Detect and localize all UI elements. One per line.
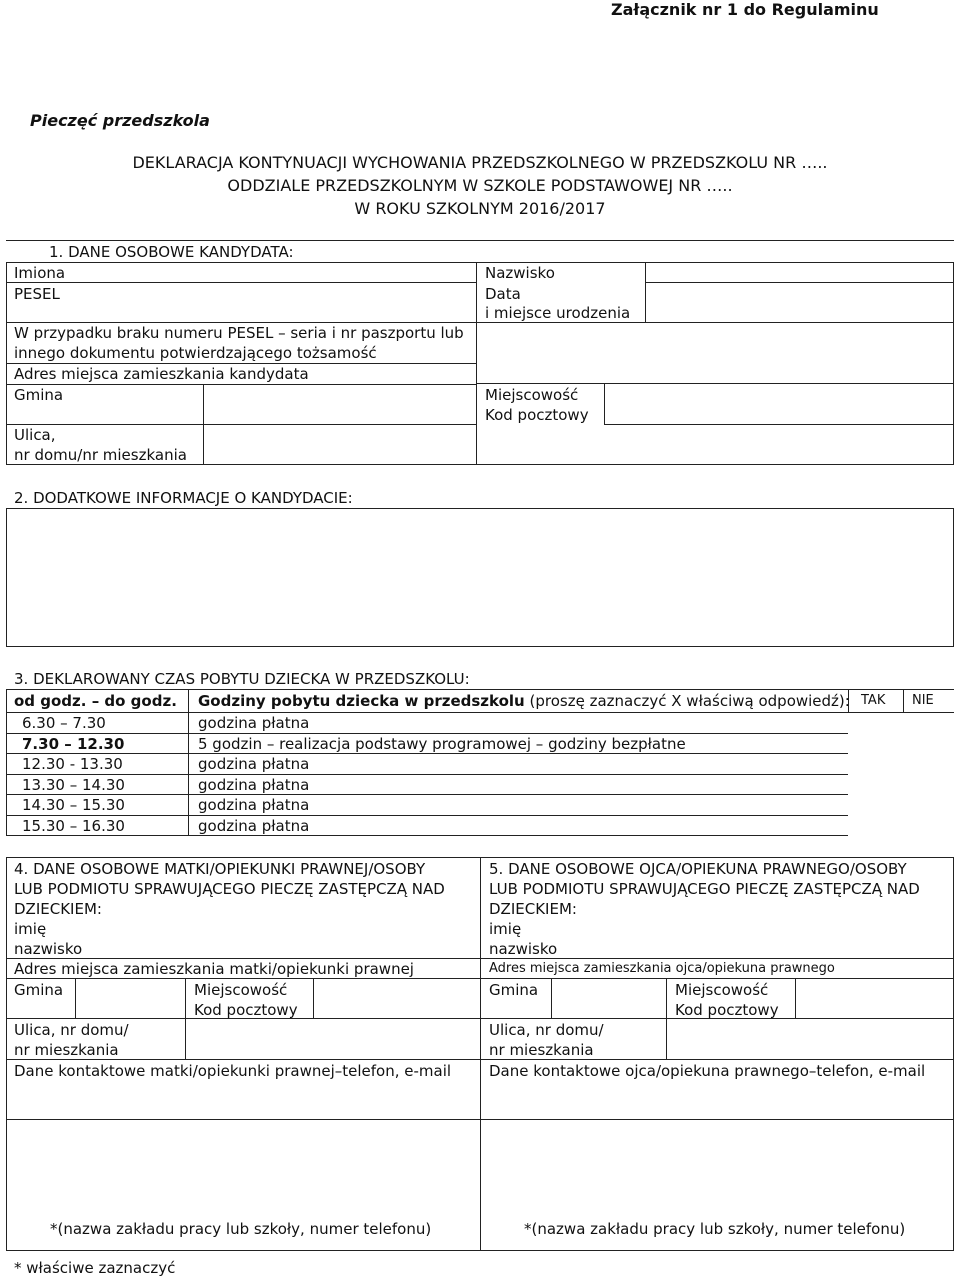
rule [666, 978, 667, 1060]
section-5-heading-line-3: DZIECKIEM: [489, 900, 577, 918]
section-2-heading: 2. DODATKOWE INFORMACJE O KANDYDACIE: [14, 489, 353, 507]
father-contact-label: Dane kontaktowe ojca/opiekuna prawnego–telefon, e-mail [489, 1062, 926, 1080]
rule [645, 262, 646, 323]
rule [6, 262, 954, 263]
attendance-hours-header-instruction: (proszę zaznaczyć X właściwą odpowiedź): [529, 692, 850, 710]
attendance-description-cell: godzina płatna [198, 817, 310, 835]
section-5-heading-line-2: LUB PODMIOTU SPRAWUJĄCEGO PIECZĘ ZASTĘPCZĄ NAD [489, 880, 920, 898]
father-locality-label: Miejscowość [675, 981, 769, 999]
first-names-label: Imiona [14, 264, 66, 282]
attendance-description-cell: godzina płatna [198, 714, 310, 732]
rule [185, 978, 186, 1060]
father-commune-label: Gmina [489, 981, 539, 999]
father-postal-code-label: Kod pocztowy [675, 1001, 779, 1019]
section-3-heading: 3. DEKLAROWANY CZAS POBYTU DZIECKA W PRZEDSZKOLU: [14, 670, 470, 688]
rule [476, 383, 954, 384]
surname-label: Nazwisko [485, 264, 555, 282]
time-range-cell: 12.30 - 13.30 [22, 755, 123, 773]
address-heading: Adres miejsca zamieszkania kandydata [14, 365, 309, 383]
rule [6, 424, 476, 425]
rule [551, 978, 552, 1019]
section-4-heading-line-3: DZIECKIEM: [14, 900, 102, 918]
rule [6, 835, 848, 836]
mother-contact-label: Dane kontaktowe matki/opiekunki prawnej–telefon, e-mail [14, 1062, 452, 1080]
rule [6, 508, 954, 509]
rule [476, 262, 477, 465]
rule [6, 689, 7, 836]
attendance-hours-header-main: Godziny pobytu dziecka w przedszkolu [198, 692, 525, 710]
rule [604, 424, 954, 425]
stamp-label: Pieczęć przedszkola [30, 111, 210, 130]
mother-surname-label: nazwisko [14, 940, 83, 958]
rule [6, 240, 954, 241]
rule [480, 857, 481, 1251]
postal-code-label: Kod pocztowy [485, 406, 589, 424]
rule [313, 978, 314, 1019]
rule [795, 978, 796, 1019]
attachment-label: Załącznik nr 1 do Regulaminu [611, 0, 879, 19]
passport-label-line-1: W przypadku braku numeru PESEL – seria i nr paszportu lub [14, 324, 464, 342]
time-range-cell: 13.30 – 14.30 [22, 776, 125, 794]
no-column-header: NIE [912, 693, 934, 708]
father-surname-label: nazwisko [489, 940, 558, 958]
document-title-line-3: W ROKU SZKOLNYM 2016/2017 [354, 199, 606, 218]
rule [6, 774, 848, 775]
rule [953, 857, 954, 1251]
father-street-label: Ulica, nr domu/ [489, 1021, 604, 1039]
mother-street-label: Ulica, nr domu/ [14, 1021, 129, 1039]
rule [903, 689, 904, 713]
street-label: Ulica, [14, 426, 56, 444]
document-title-line-2: ODDZIALE PRZEDSZKOLNYM W SZKOLE PODSTAWOWEJ NR ….. [227, 176, 733, 195]
mother-workplace-label: *(nazwa zakładu pracy lub szkoły, numer telefonu) [50, 1220, 432, 1238]
time-range-cell: 6.30 – 7.30 [22, 714, 106, 732]
rule [645, 282, 954, 283]
commune-label: Gmina [14, 386, 64, 404]
father-first-name-label: imię [489, 920, 522, 938]
footnote: * właściwe zaznaczyć [14, 1259, 176, 1277]
passport-label-line-2: innego dokumentu potwierdzającego tożsamość [14, 344, 377, 362]
birth-place-label: i miejsce urodzenia [485, 304, 631, 322]
rule [188, 689, 189, 836]
rule [75, 978, 76, 1019]
time-range-cell: 7.30 – 12.30 [22, 735, 125, 753]
yes-column-header: TAK [861, 693, 886, 708]
document-title-line-1: DEKLARACJA KONTYNUACJI WYCHOWANIA PRZEDSZKOLNEGO W PRZEDSZKOLU NR ….. [132, 153, 828, 172]
section-4-heading-line-1: 4. DANE OSOBOWE MATKI/OPIEKUNKI PRAWNEJ/OSOBY [14, 860, 426, 878]
mother-address-heading: Adres miejsca zamieszkania matki/opiekunki prawnej [14, 960, 414, 978]
rule [6, 508, 7, 647]
locality-label: Miejscowość [485, 386, 579, 404]
father-house-number-label: nr mieszkania [489, 1041, 594, 1059]
rule [6, 646, 954, 647]
attendance-description-cell: godzina płatna [198, 796, 310, 814]
rule [953, 262, 954, 465]
time-range-column-header: od godz. – do godz. [14, 692, 177, 710]
rule [6, 712, 954, 713]
rule [6, 282, 476, 283]
birth-date-label: Data [485, 285, 521, 303]
pesel-label: PESEL [14, 285, 60, 303]
rule [6, 689, 954, 690]
mother-locality-label: Miejscowość [194, 981, 288, 999]
rule [604, 384, 605, 425]
rule [6, 384, 476, 385]
mother-commune-label: Gmina [14, 981, 64, 999]
rule [6, 794, 848, 795]
rule [6, 857, 7, 1251]
time-range-cell: 14.30 – 15.30 [22, 796, 125, 814]
mother-postal-code-label: Kod pocztowy [194, 1001, 298, 1019]
time-range-cell: 15.30 – 16.30 [22, 817, 125, 835]
house-number-label: nr domu/nr mieszkania [14, 446, 187, 464]
attendance-description-cell: godzina płatna [198, 776, 310, 794]
rule [6, 262, 7, 465]
rule [6, 815, 848, 816]
attendance-description-cell: 5 godzin – realizacja podstawy programowej – godziny bezpłatne [198, 735, 686, 753]
mother-house-number-label: nr mieszkania [14, 1041, 119, 1059]
mother-first-name-label: imię [14, 920, 47, 938]
rule [953, 508, 954, 647]
section-5-heading-line-1: 5. DANE OSOBOWE OJCA/OPIEKUNA PRAWNEGO/OSOBY [489, 860, 907, 878]
section-4-heading-line-2: LUB PODMIOTU SPRAWUJĄCEGO PIECZĘ ZASTĘPCZĄ NAD [14, 880, 445, 898]
attendance-description-cell: godzina płatna [198, 755, 310, 773]
rule [203, 384, 204, 465]
attendance-hours-column-header [198, 691, 850, 711]
father-workplace-label: *(nazwa zakładu pracy lub szkoły, numer telefonu) [524, 1220, 906, 1238]
father-address-heading: Adres miejsca zamieszkania ojca/opiekuna prawnego [489, 961, 835, 976]
section-1-heading: 1. DANE OSOBOWE KANDYDATA: [49, 243, 294, 261]
